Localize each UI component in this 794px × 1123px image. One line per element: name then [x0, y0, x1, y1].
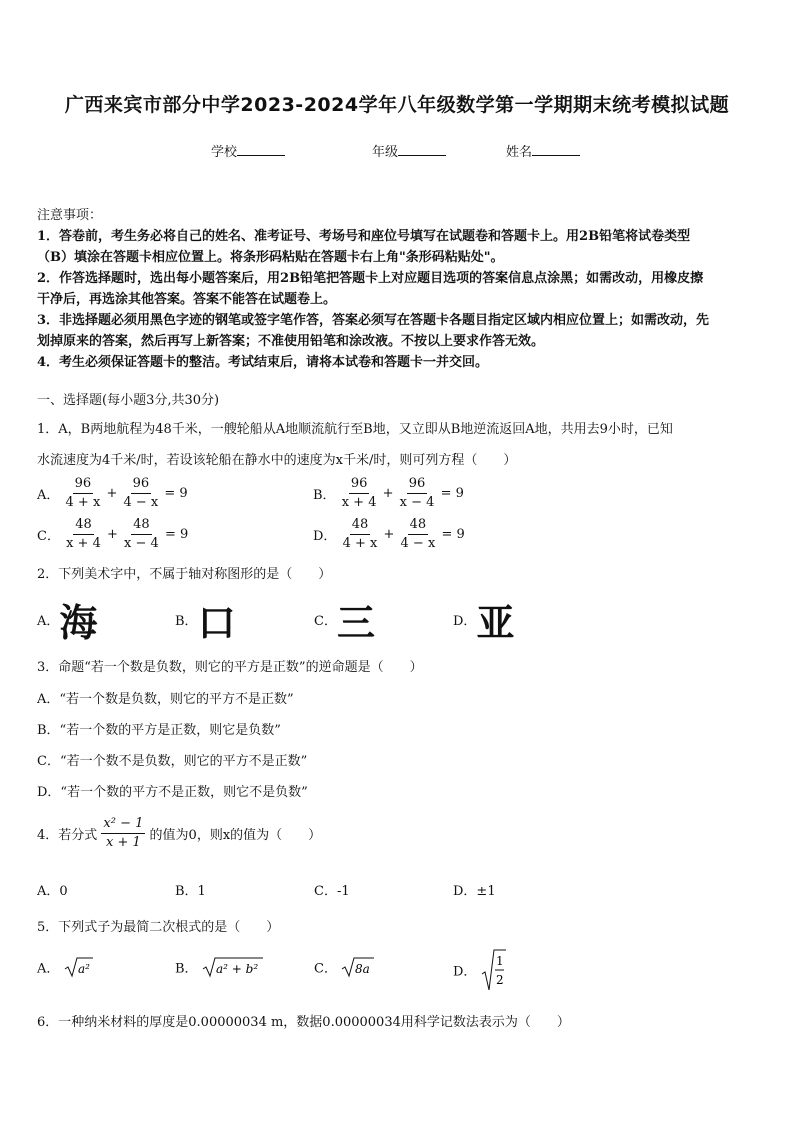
q3-option-c[interactable]: C．“若一个数不是负数，则它的平方不是正数”: [37, 754, 308, 769]
art-character: 口: [197, 601, 236, 645]
fraction: $\frac{96}{x - 4}$: [399, 476, 435, 510]
q4-option-c[interactable]: C．-1: [314, 884, 350, 899]
q3-option-a[interactable]: A．“若一个数是负数，则它的平方不是正数”: [37, 692, 294, 707]
fraction: $\frac{48}{x - 4}$: [124, 517, 159, 551]
q4-option-d[interactable]: D．±1: [453, 884, 496, 899]
note-line: （B）填涂在答题卡相应位置上。将条形码粘贴在答题卡右上角"条形码粘贴处"。: [37, 250, 504, 265]
svg-text:1: 1: [495, 954, 504, 968]
grade-blank: [398, 143, 446, 156]
q2-stem: 2．下列美术字中，不属于轴对称图形的是（ ）: [37, 567, 332, 582]
name-blank: [532, 143, 580, 156]
note-line: 1．答卷前，考生务必将自己的姓名、准考证号、考场号和座位号填写在试题卷和答题卡上。用2B铅笔将试卷类型: [37, 229, 691, 244]
note-line: 干净后，再选涂其他答案。答案不能答在试题卷上。: [37, 292, 337, 307]
q4-stem: 4．若分式 $\frac{\text{x² − 1}}{x + 1}$ 的值为0，则x的值为（ ）: [37, 816, 322, 850]
grade-field: [372, 141, 446, 160]
svg-text:a² + b²: a² + b²: [215, 962, 258, 976]
q1-option-c[interactable]: C． $\frac{48}{x + 4}$ + $\frac{48}{x - 4}$ = 9: [37, 517, 189, 551]
q5-option-a[interactable]: A． a²: [37, 956, 94, 978]
option-label: B．: [313, 488, 336, 503]
q3-stem: 3．命题“若一个数是负数，则它的平方是正数”的逆命题是（ ）: [37, 660, 423, 675]
sqrt-expression: [202, 956, 264, 978]
name-label: 姓名: [506, 145, 533, 160]
art-character: 亚: [476, 601, 515, 645]
art-character: 三: [336, 601, 375, 645]
fraction: $\frac{48}{x + 4}$: [66, 517, 101, 551]
note-line: 3．非选择题必须用黑色字迹的钢笔或签字笔作答，答案必须写在答题卡各题目指定区域内相应位置上；如需改动，先: [37, 313, 710, 328]
art-character: 海: [59, 601, 98, 645]
school-blank: [237, 143, 285, 156]
q2-option-c[interactable]: C．三: [314, 601, 375, 645]
section-heading: 一、选择题(每小题3分,共30分): [37, 393, 220, 408]
option-label: A．: [37, 488, 60, 503]
school-label: 学校: [211, 145, 238, 160]
option-label: D．: [313, 529, 337, 544]
notes-heading: 注意事项：: [37, 208, 103, 223]
school-field: [211, 141, 285, 160]
q1-option-d[interactable]: D． $\frac{48}{4 + x}$ + $\frac{48}{4 - x}$ = 9: [313, 517, 465, 551]
fraction: $\frac{96}{x + 4}$: [341, 476, 377, 510]
q5-option-d[interactable]: D． 1 2: [453, 948, 507, 992]
fraction: $\frac{96}{4 + x}$: [65, 476, 101, 510]
fraction: $\frac{\text{x² − 1}}{x + 1}$: [103, 816, 144, 850]
q2-option-d[interactable]: D．亚: [453, 601, 515, 645]
svg-text:2: 2: [495, 973, 504, 987]
q1-stem-line2: 水流速度为4千米/时，若设该轮船在静水中的速度为x千米/时，则可列方程（ ）: [37, 453, 517, 468]
q1-stem-line1: 1．A，B两地航程为48千米，一艘轮船从A地顺流航行至B地，又立即从B地逆流返回A地，共用去9小时，已知: [37, 422, 673, 437]
note-line: 4．考生必须保证答题卡的整洁。考试结束后，请将本试卷和答题卡一并交回。: [37, 355, 489, 370]
q5-option-c[interactable]: C． 8a: [314, 956, 375, 978]
q3-option-b[interactable]: B．“若一个数的平方是正数，则它是负数”: [37, 723, 281, 738]
sqrt-expression: [481, 948, 507, 992]
q1-option-a[interactable]: A． $\frac{96}{4 + x}$ + $\frac{96}{4 - x}$ = 9: [37, 476, 188, 510]
q2-option-a[interactable]: A．海: [37, 601, 98, 645]
q4-option-a[interactable]: A．0: [37, 884, 68, 899]
note-line: 2．作答选择题时，选出每小题答案后，用2B铅笔把答题卡上对应题目选项的答案信息点涂黑；如需改动，用橡皮擦: [37, 271, 704, 286]
option-label: C．: [37, 529, 60, 544]
page-title: 广西来宾市部分中学2023-2024学年八年级数学第一学期期末统考模拟试题: [64, 94, 730, 116]
q3-option-d[interactable]: D．“若一个数的平方不是正数，则它不是负数”: [37, 785, 308, 800]
q6-stem: 6．一种纳米材料的厚度是0.00000034 m，数据0.00000034用科学记数法表示为（ ）: [37, 1015, 570, 1030]
fraction: $\frac{96}{4 - x}$: [123, 476, 159, 510]
grade-label: 年级: [372, 145, 399, 160]
svg-text:8a: 8a: [355, 962, 370, 976]
q2-option-b[interactable]: B．口: [175, 601, 236, 645]
sqrt-expression: [341, 956, 375, 978]
name-field: [506, 141, 580, 160]
q5-option-b[interactable]: B． a² + b²: [175, 956, 264, 978]
q1-option-b[interactable]: B． $\frac{96}{x + 4}$ + $\frac{96}{x - 4}$ = 9: [313, 476, 464, 510]
note-line: 划掉原来的答案，然后再写上新答案；不准使用铅笔和涂改液。不按以上要求作答无效。: [37, 334, 545, 349]
svg-text:a²: a²: [77, 962, 90, 976]
q4-option-b[interactable]: B．1: [175, 884, 206, 899]
fraction: $\frac{48}{4 - x}$: [400, 517, 436, 551]
q5-stem: 5．下列式子为最简二次根式的是（ ）: [37, 920, 280, 935]
sqrt-expression: [64, 956, 94, 978]
fraction: $\frac{48}{4 + x}$: [342, 517, 378, 551]
